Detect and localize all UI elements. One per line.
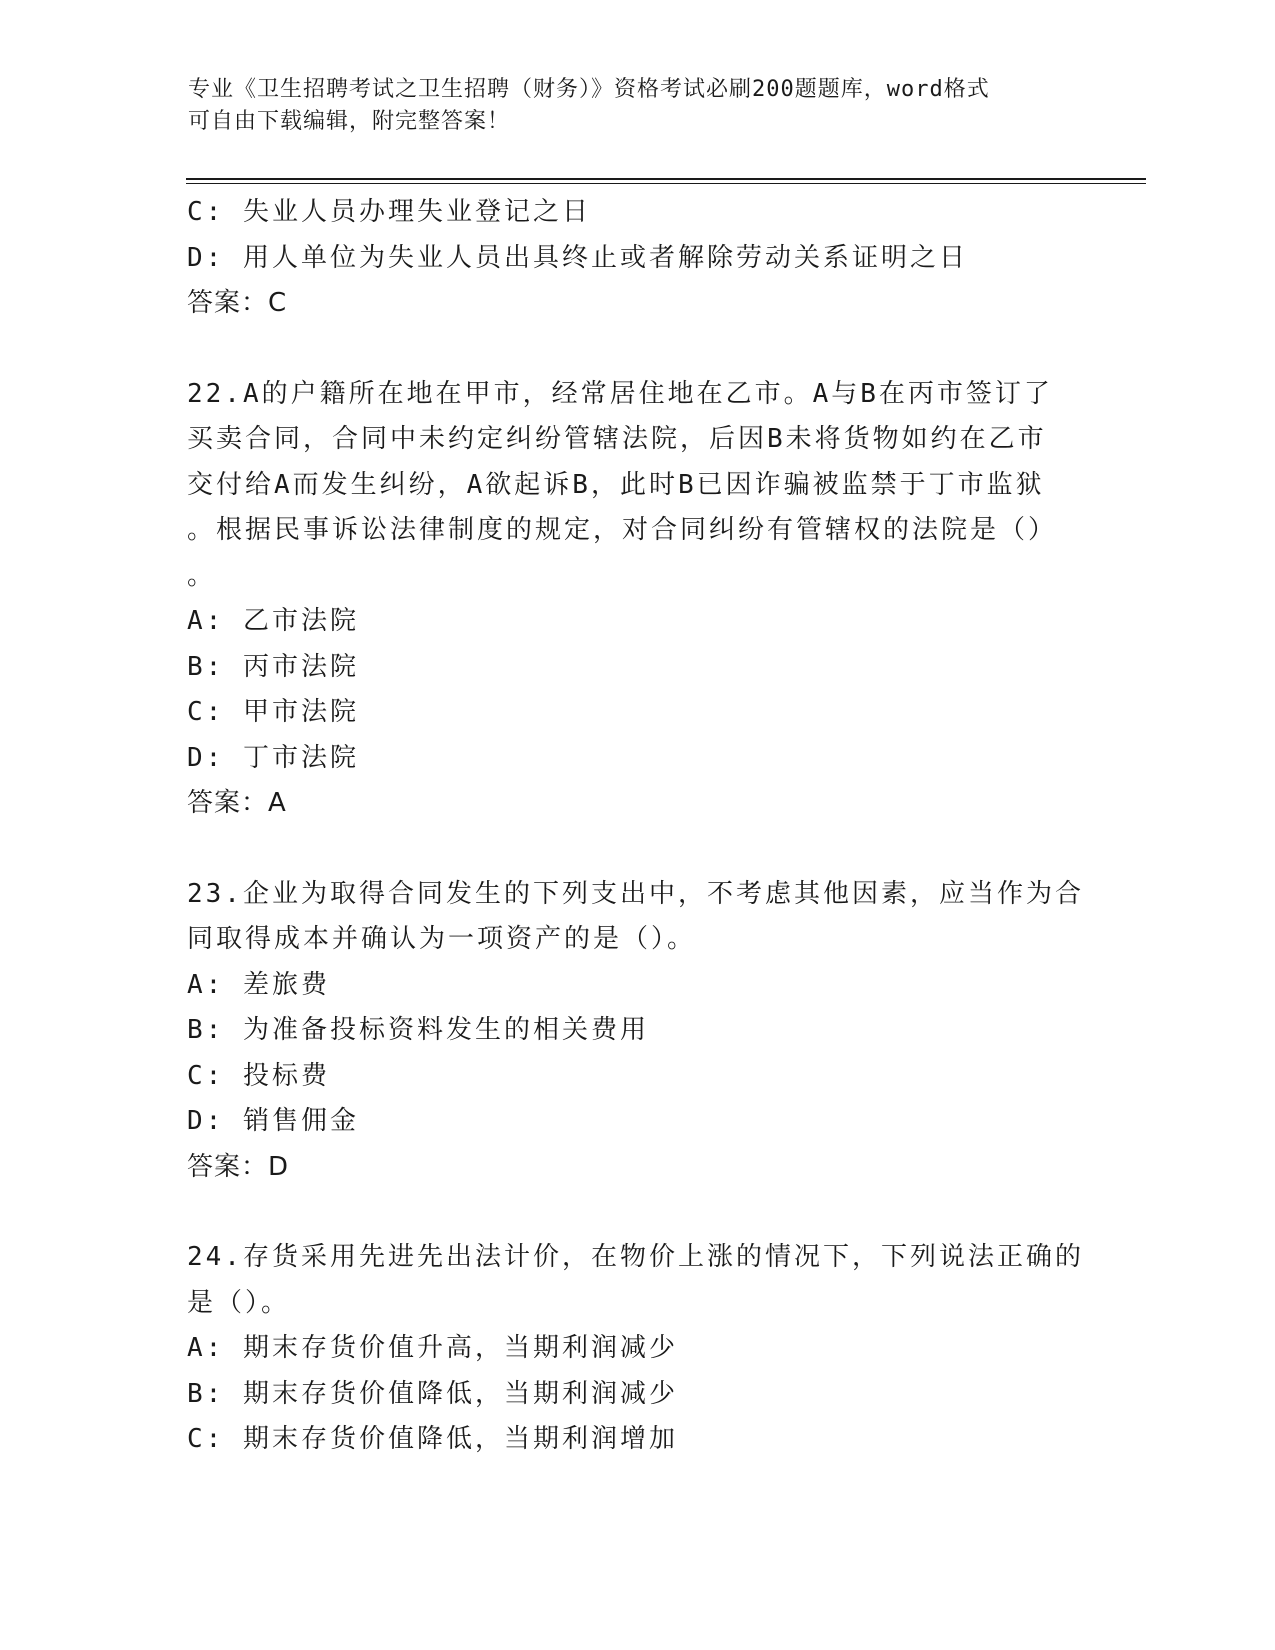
- spacer: [187, 1190, 1077, 1235]
- stem-line: 是（）。: [187, 1287, 291, 1318]
- option-c: C: 投标费: [187, 1060, 330, 1091]
- option-a: A: 乙市法院: [187, 606, 359, 636]
- stem-line: 22.A的户籍所在地在甲市，经常居住地在乙市。A与B在丙市签订了: [187, 378, 1053, 409]
- document-header: [188, 74, 1068, 138]
- stem-line: 交付给A而发生纠纷，A欲起诉B，此时B已因诈骗被监禁于丁市监狱: [187, 469, 1045, 500]
- option-d: D: 销售佣金: [187, 1106, 359, 1136]
- stem-line: 。: [187, 560, 217, 591]
- document-body: [187, 190, 1084, 1463]
- option-d: D: 丁市法院: [187, 742, 359, 773]
- question-stem: [187, 372, 1077, 600]
- header-line-1: 专业《卫生招聘考试之卫生招聘（财务）》资格考试必刷200题题库，word格式: [188, 77, 990, 102]
- spacer: [187, 327, 1077, 372]
- question-stem: [187, 872, 1084, 963]
- option-b: B: 期末存货价值降低，当期利润减少: [187, 1378, 678, 1409]
- question-22: [187, 372, 1077, 827]
- question-24: [187, 1235, 1084, 1463]
- spacer: [187, 827, 1077, 872]
- stem-line: 24.存货采用先进先出法计价，在物价上涨的情况下，下列说法正确的: [187, 1242, 1084, 1272]
- header-divider-thin: [186, 183, 1146, 184]
- option-c: C: 期末存货价值降低，当期利润增加: [187, 1424, 678, 1454]
- option-d: D: 用人单位为失业人员出具终止或者解除劳动关系证明之日: [187, 242, 968, 273]
- question-stem: [187, 1235, 1084, 1326]
- stem-line: 买卖合同，合同中未约定纠纷管辖法院，后因B未将货物如约在乙市: [187, 424, 1047, 454]
- question-23: [187, 872, 1084, 1191]
- question-21-continued: [187, 190, 1077, 327]
- option-c: C: 失业人员办理失业登记之日: [187, 197, 591, 227]
- stem-line: 23.企业为取得合同发生的下列支出中，不考虑其他因素，应当作为合: [187, 878, 1084, 909]
- option-a: A: 差旅费: [187, 969, 330, 1000]
- answer-line: 答案：C: [187, 288, 288, 318]
- header-divider-thick: [186, 178, 1146, 180]
- answer-line: 答案：A: [187, 788, 287, 818]
- answer-line: 答案：D: [187, 1151, 290, 1182]
- option-a: A: 期末存货价值升高，当期利润减少: [187, 1333, 678, 1363]
- stem-line: 同取得成本并确认为一项资产的是（）。: [187, 924, 697, 954]
- option-c: C: 甲市法院: [187, 697, 359, 727]
- option-b: B: 为准备投标资料发生的相关费用: [187, 1015, 649, 1045]
- stem-line: 。根据民事诉讼法律制度的规定，对合同纠纷有管辖权的法院是（）: [187, 515, 1058, 545]
- header-line-2: 可自由下载编辑，附完整答案！: [188, 109, 511, 134]
- option-b: B: 丙市法院: [187, 651, 359, 682]
